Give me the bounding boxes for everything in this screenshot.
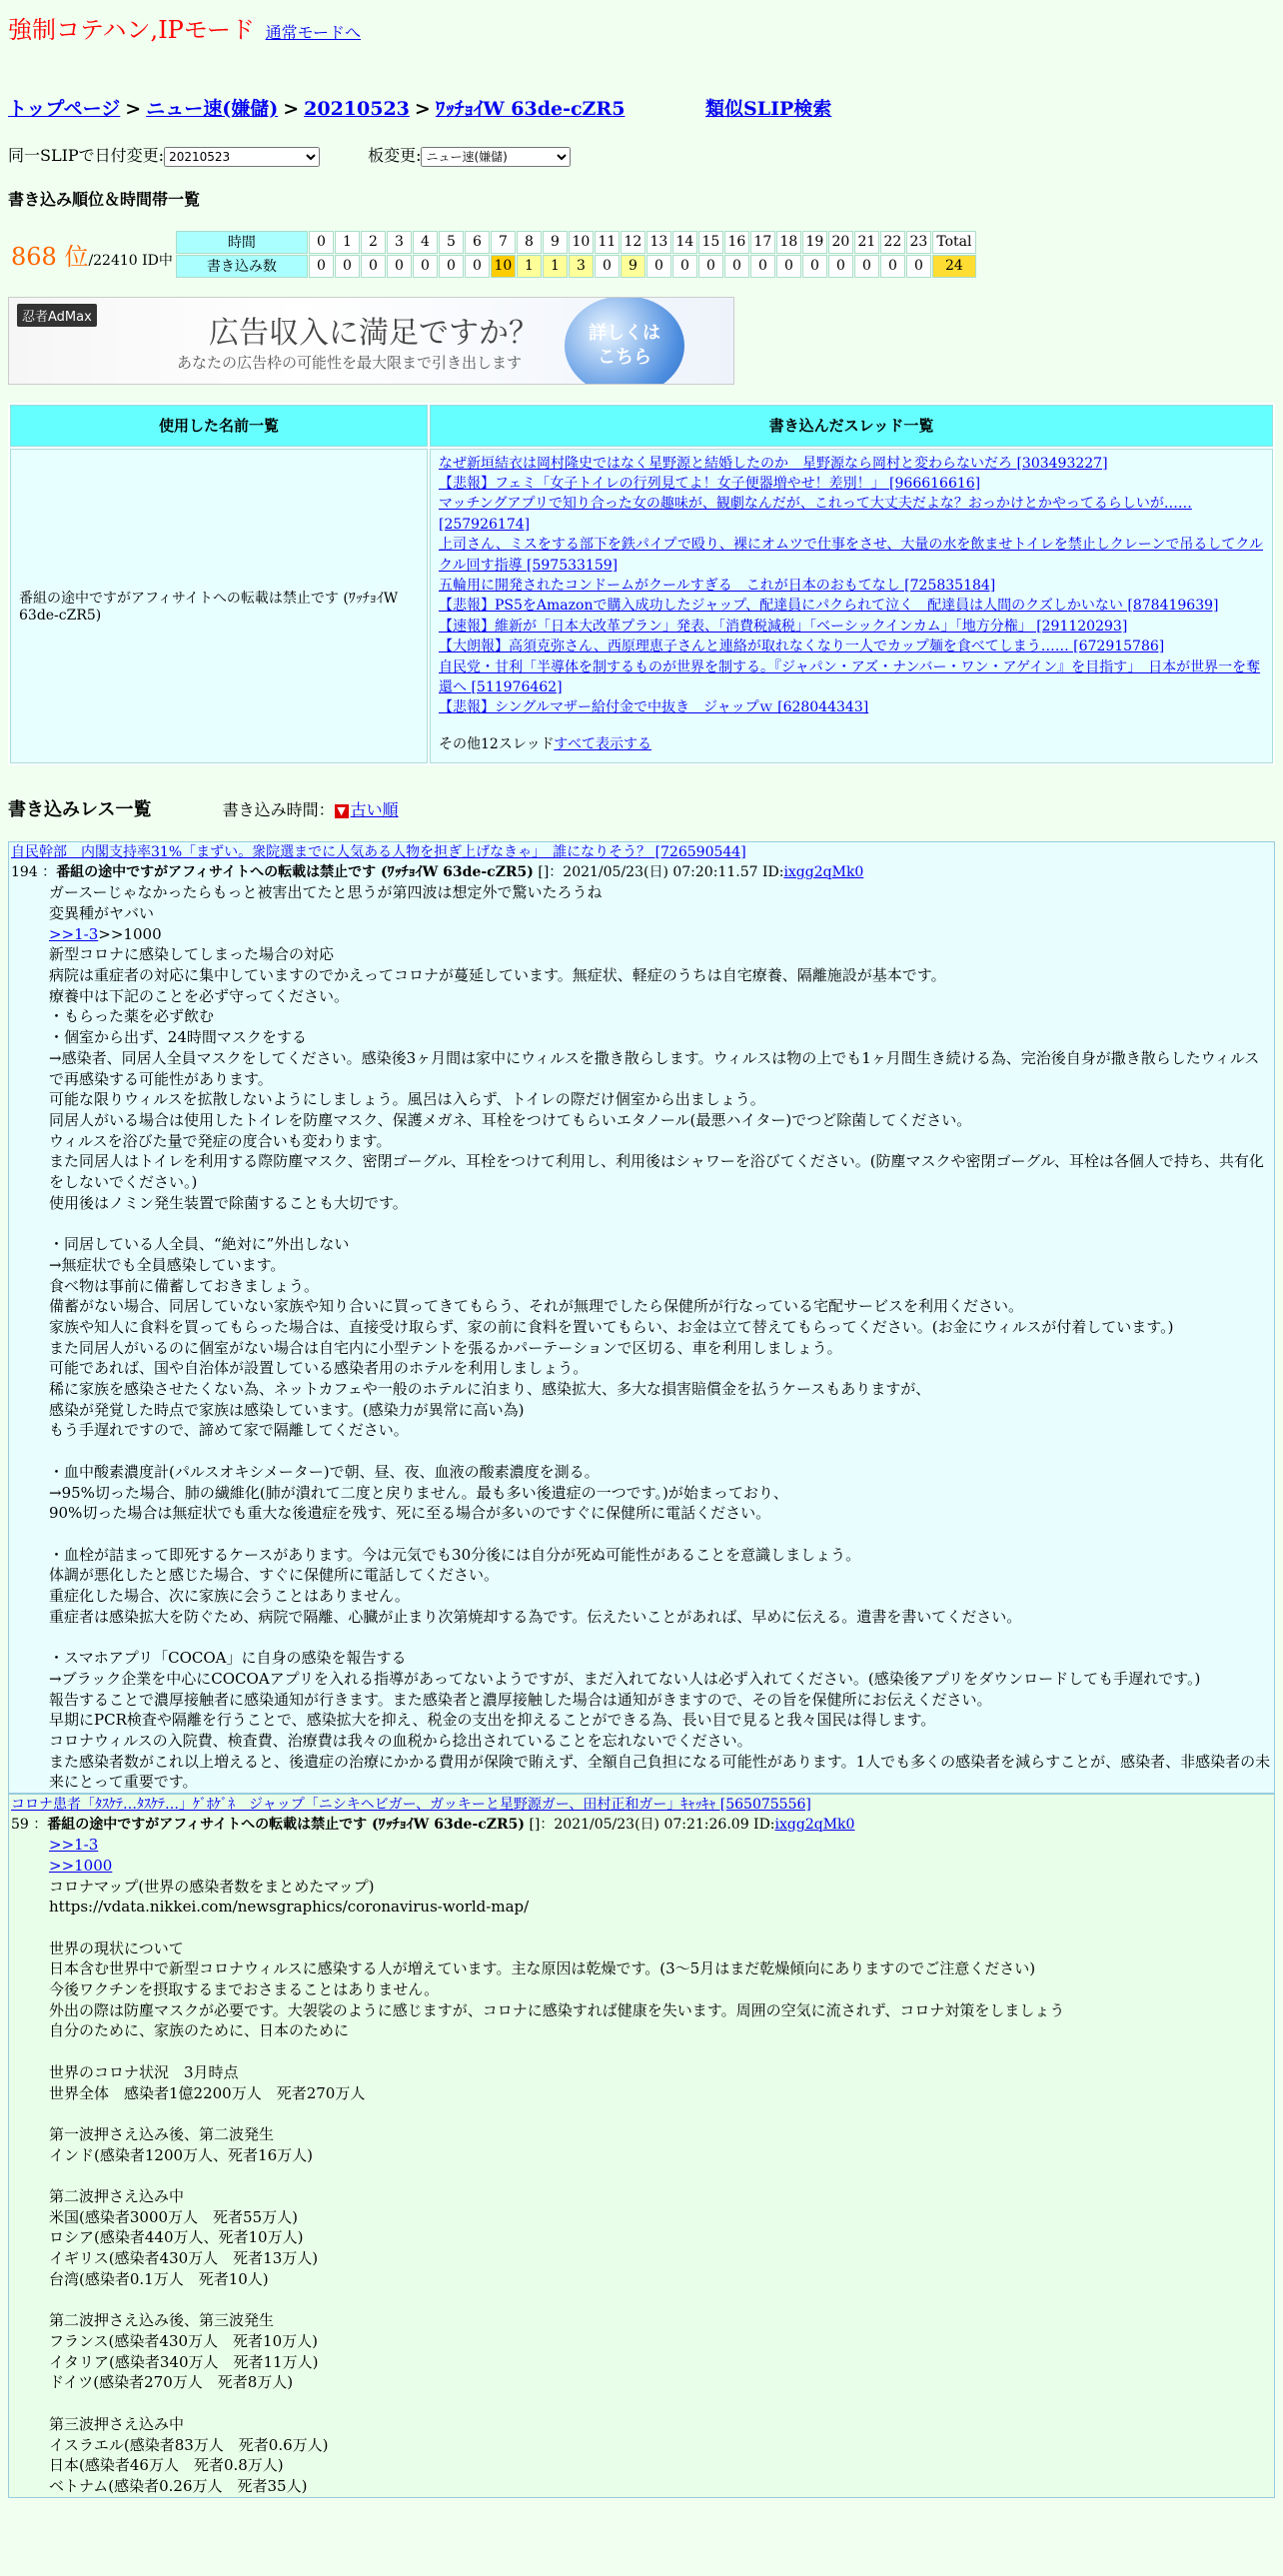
post-body [9,1835,1274,2497]
hour-cell: 12 [621,231,645,254]
reslist-title: 書き込みレス一覧 [8,799,152,821]
count-cell: 0 [828,255,853,278]
breadcrumb-id[interactable]: ﾜｯﾁｮｲW 63de-cZR5 [435,98,626,120]
breadcrumb-board[interactable]: ニュー速(嫌儲) [146,98,279,120]
hour-cell: 3 [387,231,412,254]
count-cell: 0 [387,255,412,278]
thread-link[interactable]: 【大朗報】高須克弥さん、西原理恵子さんと連絡が取れなくなり一人でカップ麺を食べてしまう…… [672915786] [439,639,1165,655]
post [8,841,1275,1794]
count-cell: 0 [750,255,775,278]
post-text: 新型コロナに感染してしまった場合の対応 病院は重症者の対応に集中していますのでかえってコロナが蔓延しています。無症状、軽症のうちは自宅療養、隔離施設が基本です。 療養中は下記のことを必ず守ってください。 ・もらった薬を必ず飲む ・個室から出ず、24時間マスクをする →感染者、同居人全員マスクをしてください。感染後3ヶ月間は家中にウィルスを撒き散らします。ウィルスは物の上でも1ヶ月間生き続ける為、完治後自身が撒き散らしたウィルスで再感染する可能性があります。 可能な限りウィルスを拡散しないようにしましょう。風呂は入らず、トイレの際だけ個室から出ましょう。 同居人がいる場合は使用したトイレを防塵マスク、保護メガネ、耳栓をつけてもらいエタノール(最悪ハイター)でつど除菌してください。 ウィルスを浴びた量で発症の度合いも変わります。 また同居人はトイレを利用する際防塵マスク、密閉ゴーグル、耳栓をつけて利用し、利用後はシャワーを浴びてください。(防塵マスクや密閉ゴーグル、耳栓は各個人で持ち、共有化をしないでください。) 使用後はノミン発生装置で除菌することも大切です。 ・同居している人全員、“絶対に”外出しない →無症状でも全員感染しています。 食べ物は事前に備蓄しておきましょう。 備蓄がない場合、同居していない家族や知り合いに買ってきてもらう、それが無理でしたら保健所が行なっている宅配サービスを利用ください。 家族や知人に食料を買ってもらった場合は、直接受け取らず、家の前に食料を置いてもらい、お金は立て替えてもらってください。(お金にウィルスが付着しています。) また同居人がいるのに個室がない場合は自宅内に小型テントを張るかパーテーションで区切る、車を利用しましょう。 可能であれば、国や自治体が設置している感染者用のホテルを利用しましょう。 稀に家族を感染させたくない為、ネットカフェや一般のホテルに泊まり、感染拡大、多大な損害賠償金を払うケースもありますが、 感染が発覚した時点で家族は感染しています。(感染力が異常に高い為) もう手遅れですので、諦めて家で隔離してください。 ・血中酸素濃度計(パルスオキシメーター)で朝、昼、夜、血液の酸素濃度を測る。 →95%切った場合、肺の繊維化(肺が潰れて二度と戻りません。最も多い後遺症の一つです。)が始まっており、 90%切った場合は無症状でも重大な後遺症を残す、死に至る場合が多いのですぐに保健所に電話ください。 ・血栓が詰まって即死するケースがあります。今は元気でも30分後には自分が死ぬ可能性があることを意識しましょう。 体調が悪化したと感じた場合、すぐに保健所に電話してください。 重症化した場合、次に家族に会うことはありません。 重症者は感染拡大を防ぐため、病院で隔離、心臓が止まり次第焼却する為です。伝えたいことがあれば、早めに伝える。遺書を書いてください。 ・スマホアプリ「COCOA」に自身の感染を報告する →ブラック企業を中心にCOCOAアプリを入れる指導があってないようですが、まだ入れてない人は必ず入れてください。(感染後アプリをダウンロードしても手遅れです。) 報告することで濃厚接触者に感染通知が行きます。また感染者と濃厚接触した場合は通知がきますので、その旨を保健所にお伝えください。 早期にPCR検査や隔離を行うことで、感染拡大を抑え、税金の支出を抑えることができる為、長い目で見ると我々国民は得します。 コロナウィルスの入院費、検査費、治療費は我々の血税から捻出されていることを忘れないでください。 また感染者数がこれ以上増えると、後遺症の治療にかかる費用が保険で賄えず、全額自己負担になる可能性があります。1人でも多くの感染者を減らすことが、感染者、非感染者の未来にとって重要です。 [49,945,1271,1792]
ad-headline: 広告収入に満足ですか？ [209,315,539,351]
mode-title: 強制コテハン,IPモード [8,16,255,44]
post-text: コロナマップ(世界の感染者数をまとめたマップ) https://vdata.nikkei.com/newsgraphics/coronavirus-world-map/ 世界の現状について 日本含む世界中で新型コロナウィルスに感染する人が増えています。主な原因は乾燥です。(3〜5月はまだ乾燥傾向にありますのでご注意ください) 今後ワクチンを摂取するまでおさまることはありません。 外出の際は防塵マスクが必要です。大袈裟のように感じますが、コロナに感染すれば健康を失います。周囲の空気に流されず、コロナ対策をしましょう 自分のために、家族のために、日本のために 世界のコロナ状況 3月時点 世界全体 感染者1億2200万人 死者270万人 第一波押さえ込み後、第二波発生 インド(感染者1200万人、死者16万人) 第二波押さえ込み中 米国(感染者3000万人 死者55万人) ロシア(感染者440万人、死者10万人) イギリス(感染者430万人 死者13万人) 台湾(感染者0.1万人 死者10人) 第二波押さえ込み後、第三波発生 フランス(感染者430万人 死者10万人) イタリア(感染者340万人 死者11万人) ドイツ(感染者270万人 死者8万人) 第三波押さえ込み中 イスラエル(感染者83万人 死者0.6万人) 日本(感染者46万人 死者0.8万人) ベトナム(感染者0.26万人 死者35人) [49,1877,1065,2495]
breadcrumb-separator: > [125,98,142,120]
count-cell: 0 [309,255,334,278]
hour-cell: 20 [828,231,853,254]
count-cell: 0 [724,255,749,278]
hour-cell: 9 [543,231,568,254]
post [8,1794,1275,2498]
rank-total: /22410 ID中 [88,252,173,269]
thread-link[interactable]: 【悲報】フェミ「女子トイレの行列見てよ！女子便器増やせ！差別！」 [966616616] [439,475,981,492]
threads-column-header: 書き込んだスレッド一覧 [430,405,1273,447]
ad-more-button[interactable] [565,297,684,385]
sort-down-icon: ▼ [335,804,349,818]
count-cell: 0 [361,255,386,278]
hour-cell: 17 [750,231,775,254]
hour-cell: 14 [672,231,697,254]
count-cell: 0 [465,255,490,278]
thread-link[interactable]: 【悲報】PS5をAmazonで購入成功したジャップ、配達員にパクられて泣く 配達員は人間のクズしかいない [878419639] [439,598,1219,615]
post-id-link[interactable]: ixgg2qMk0 [783,864,864,881]
ad-banner[interactable] [8,297,734,385]
reslist-header [8,795,1275,821]
post-body [9,882,1274,1793]
thread-link[interactable]: なぜ新垣結衣は岡村隆史ではなく星野源と結婚したのか 星野源なら岡村と変わらないだろ [303493227] [439,455,1108,472]
count-cell: 0 [698,255,723,278]
post-time-label: 書き込み時間： [222,800,335,820]
hour-cell: 21 [854,231,879,254]
thread-list [430,449,1273,764]
hour-cell: 7 [491,231,516,254]
hour-cell: 2 [361,231,386,254]
total-label: Total [932,231,976,254]
thread-link[interactable]: 自民党・甘利「半導体を制するものが世界を制する。『ジャパン・アズ・ナンバー・ワン・アゲイン』を目指す」 日本が世界一を奪還へ [511976462] [439,658,1261,695]
breadcrumb-separator: > [414,98,431,120]
hour-cell: 8 [517,231,542,254]
thread-link[interactable]: 【速報】維新が「日本大改革プラン」発表、「消費税減税」「ベーシックインカム」「地方分権」 [291120293] [439,618,1128,635]
date-change-label: 同一SLIPで日付変更: [8,146,165,165]
select-bar [8,143,1275,167]
post-thread-link[interactable]: コロナ患者「ﾀｽｹﾃ…ﾀｽｹﾃ…」ｹﾞﾎｹﾞﾈ ジャップ「ニシキヘビガー、ガッキーと星野源ガー、田村正和ガー」ｷｬｯｷｬ [565075556] [11,1797,811,1814]
thread-link[interactable]: 【悲報】シングルマザー給付金で中抜き ジャップｗ [628044343] [439,699,869,716]
count-cell: 0 [854,255,879,278]
hour-cell: 18 [776,231,801,254]
reply-anchor[interactable]: >>1-3 [49,924,99,943]
breadcrumb-date[interactable]: 20210523 [304,98,410,120]
post-number: 194 [11,864,38,881]
board-change-label: 板変更: [368,146,422,165]
hour-cell: 22 [880,231,905,254]
thread-link[interactable]: 上司さん、ミスをする部下を鉄パイプで殴り、裸にオムツで仕事をさせ、大量の水を飲ませトイレを禁止しクレーンで吊るしてクルクル回す指導 [597533159] [439,537,1264,574]
post-meta: 59 ：番組の途中ですがアフィサイトへの転載は禁止です (ﾜｯﾁｮｲW 63de-cZR5) []：2021/05/23(日) 07:21:26.09 ID:ixgg2qMk0 [11,1817,855,1834]
names-threads-table [8,403,1275,766]
thread-link[interactable]: マッチングアプリで知り合った女の趣味が、観劇なんだが、これって大丈夫だよな？おっかけとかやってるらしいが…… [257926174] [439,496,1192,533]
post-meta: 194 ：番組の途中ですがアフィサイトへの転載は禁止です (ﾜｯﾁｮｲW 63de-cZR5) []：2021/05/23(日) 07:20:11.57 ID:ixgg2qMk0 [11,864,864,881]
count-cell: 0 [906,255,931,278]
hour-cell: 5 [439,231,464,254]
mode-header [8,10,1275,42]
count-cell: 0 [802,255,827,278]
hour-cell: 0 [309,231,334,254]
hour-cell: 4 [413,231,438,254]
rank-cell [9,231,175,278]
sort-oldest-link[interactable]: 古い順 [350,800,399,820]
post-date: []：2021/05/23(日) 07:21:26.09 ID: [529,1817,775,1834]
hour-cell: 10 [569,231,594,254]
count-cell: 0 [595,255,620,278]
breadcrumb [8,94,1275,121]
count-cell: 10 [491,255,516,278]
breadcrumb-separator: > [283,98,300,120]
reply-anchor[interactable]: >>1-3 [49,1836,99,1855]
count-cell: 0 [672,255,697,278]
count-cell: 1 [517,255,542,278]
post-id-link[interactable]: ixgg2qMk0 [774,1817,855,1834]
count-cell: 0 [413,255,438,278]
normal-mode-link[interactable]: 通常モードへ [265,23,362,42]
breadcrumb-top[interactable]: トップページ [8,98,121,120]
hour-cell: 23 [906,231,931,254]
count-cell: 0 [646,255,671,278]
ad-subtext: あなたの広告枠の可能性を最大限まで引き出します [177,353,523,372]
count-cell: 0 [880,255,905,278]
ranking-section-title: 書き込み順位＆時間帯一覧 [8,189,201,209]
reply-anchor[interactable]: >>1000 [49,1856,113,1875]
hour-cell: 11 [595,231,620,254]
post-number: 59 [11,1817,29,1834]
post-text: ガースーじゃなかったらもっと被害出てたと思うが第四波は想定外で驚いたろうね 変異種がヤバい [49,883,603,922]
post-author: 番組の途中ですがアフィサイトへの転載は禁止です (ﾜｯﾁｮｲW 63de-cZR5) [56,864,534,881]
count-cell: 0 [439,255,464,278]
count-cell: 9 [621,255,645,278]
hour-label: 時間 [176,231,308,254]
count-cell: 0 [776,255,801,278]
reply-anchor-suffix: >>1000 [98,924,162,943]
names-column-header: 使用した名前一覧 [10,405,428,447]
ad-brand-logo: 忍者AdMax [17,304,97,327]
total-count: 24 [932,255,976,278]
count-cell: 1 [543,255,568,278]
count-cell: 0 [335,255,360,278]
used-name: 番組の途中ですがアフィサイトへの転載は禁止です (ﾜｯﾁｮｲW 63de-cZR5) [10,449,428,764]
show-all-threads-link[interactable]: すべて表示する [554,735,651,752]
hourly-post-table [8,230,977,279]
hour-cell: 19 [802,231,827,254]
date-select[interactable] [164,147,320,167]
thread-link[interactable]: 五輪用に開発されたコンドームがクールすぎる これが日本のおもてなし [725835184] [439,577,996,594]
count-label: 書き込み数 [176,255,308,278]
count-cell: 3 [569,255,594,278]
hour-cell: 6 [465,231,490,254]
post-thread-link[interactable]: 自民幹部 内閣支持率31%「まずい。衆院選までに人気ある人物を担ぎ上げなきゃ」 誰になりそう？ [726590544] [11,844,746,861]
post-date: []：2021/05/23(日) 07:20:11.57 ID: [538,864,784,881]
other-threads-count: その他12スレッド [439,735,555,752]
hour-cell: 16 [724,231,749,254]
rank-number: 868 位 [11,242,89,271]
hour-cell: 15 [698,231,723,254]
ad-more-label: 詳しくは こちら [589,322,660,368]
board-select[interactable] [421,147,571,167]
hour-cell: 13 [646,231,671,254]
hour-cell: 1 [335,231,360,254]
other-threads [439,734,1264,754]
post-author: 番組の途中ですがアフィサイトへの転載は禁止です (ﾜｯﾁｮｲW 63de-cZR5) [47,1817,526,1834]
similar-slip-search-link[interactable]: 類似SLIP検索 [705,98,832,120]
